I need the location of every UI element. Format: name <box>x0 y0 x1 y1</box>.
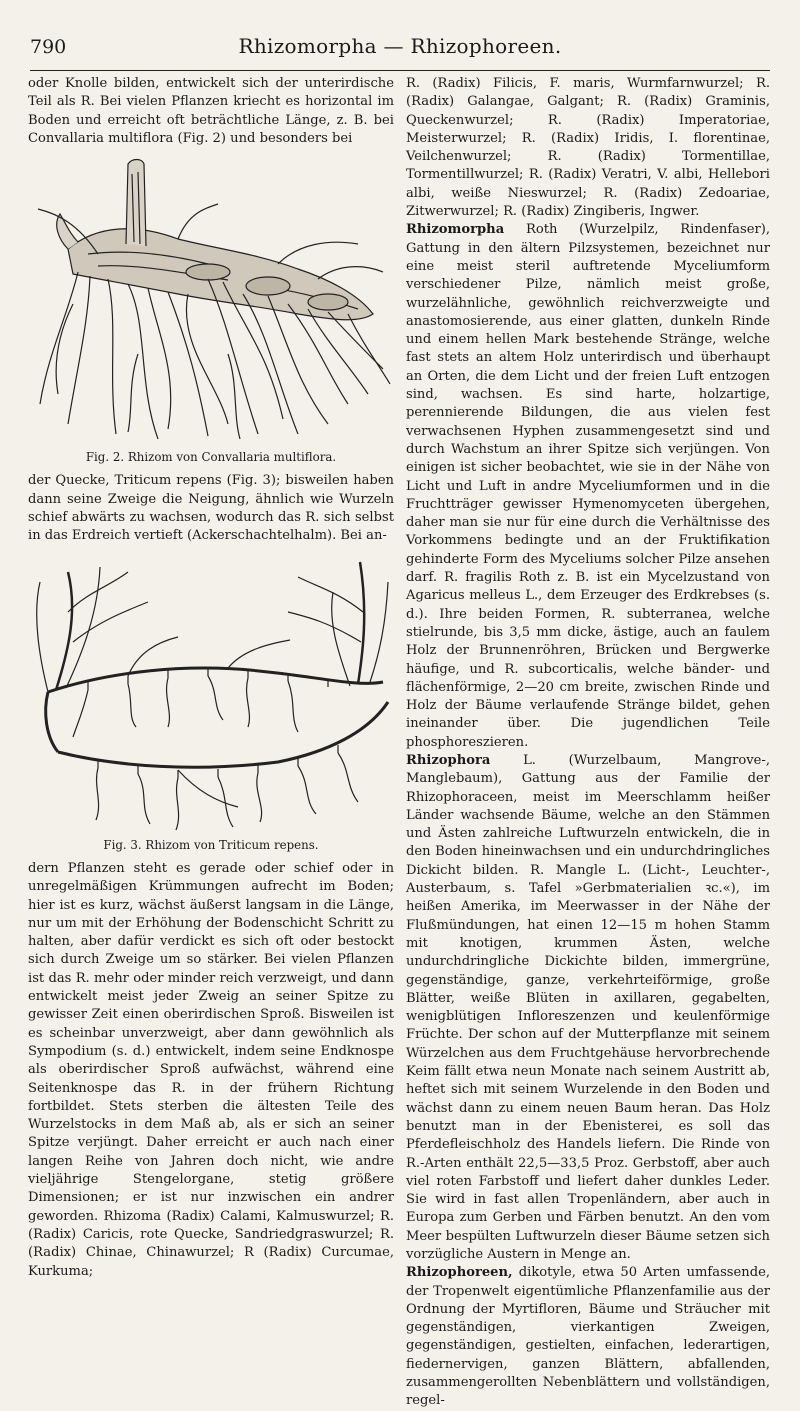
left-column <box>28 75 394 1281</box>
header-rule <box>30 70 770 71</box>
headword-rhizophora: Rhizophora <box>406 752 491 768</box>
entry-rhizophoreen-text: dikotyle, etwa 50 Arten umfassende, der Tropenwelt eigentümliche Pflanzenfamilie aus der Ordnung der Myrtifloren, Bäume und Sträucher mit gegenständigen, vierkantigen Zweigen, gegenständigen, gestielten, einfachen, lederartigen, fiedernervigen, ganzen Blättern, abfallenden, zusammengerollten Nebenblättern und vollständigen, regel- <box>406 1265 770 1409</box>
right-column <box>406 75 770 1411</box>
headword-rhizomorpha: Rhizomorpha <box>406 222 505 238</box>
left-paragraph-2: der Quecke, Triticum repens (Fig. 3); bisweilen haben dann seine Zweige die Neigung, ähnlich wie Wurzeln schief abwärts zu wachsen, wodurch das R. sich selbst in das Erdreich vertieft (Ackerschachtelhalm). Bei an- <box>28 473 394 544</box>
figure-3 <box>28 552 394 854</box>
figure-3-caption: Fig. 3. Rhizom von Triticum repens. <box>103 837 319 852</box>
entry-rhizomorpha-text: Roth (Wurzelpilz, Rindenfaser), Gattung in den ältern Pilzsystemen, bezeichnet nur eine meist steril auftretende Myceliumform verschiedener Pilze, nämlich meist große, wurzelähnliche, gewöhnlich reichverzweigte und anastomosierende, aus einer glatten, dunkeln Rinde und einem hellen Mark bestehende Stränge, welche fast stets an altem Holz unterirdisch und überhaupt an Orten, die dem Licht und der freien Luft entzogen sind, wachsen. Es sind harte, holzartige, perennierende Bildungen, die aus vielen fest verwachsenen Hyphen zusammengesetzt sind und durch Wachstum an ihrer Spitze sich verjüngen. Von einigen ist sicher beobachtet, wie sie in der Nähe von Licht und Luft in andre Myceliumformen und in die Fruchtträger gewisser Hymenomyceten übergehen, daher man sie nur für eine durch die Verhältnisse des Vorkommens bedingte und an der Fruktifikation gehinderte Form des Myceliums solcher Pilze ansehen darf. R. fragilis Roth z. B. ist ein Mycelzustand von Agaricus melleus L., dem Erzeuger des Erdkrebses (s. d.). Ihre beiden Formen, R. subterranea, welche stielrunde, bis 3,5 mm dicke, ästige, auch an faulem Holz der Brunnenröhren, Brücken und Bergwerke häufige, und R. subcorticalis, welche bänder- und flächenförmige, 2—20 cm breite, zwischen Rinde und Holz der Bäume verlaufende Stränge bildet, gehen ineinander über. Die jugendlichen Teile phosphoreszieren. <box>406 222 770 750</box>
figure-2 <box>28 154 394 466</box>
left-paragraph-1: oder Knolle bilden, entwickelt sich der unterirdische Teil als R. Bei vielen Pflanzen kriecht es horizontal im Boden und erreicht oft beträchtliche Länge, z. B. bei Convallaria multiflora (Fig. 2) und besonders bei <box>28 76 394 146</box>
entry-rhizophoreen <box>406 1264 770 1410</box>
figure-2-illustration <box>28 154 394 446</box>
headword-rhizophoreen: Rhizophoreen, <box>406 1265 513 1281</box>
right-paragraph-1: R. (Radix) Filicis, F. maris, Wurmfarnwurzel; R. (Radix) Galangae, Galgant; R. (Radix) Graminis, Queckenwurzel; R. (Radix) Imperatoriae, Meisterwurzel; R. (Radix) Iridis, I. florentinae, Veilchenwurzel; R. (Radix) Tormentillae, Tormentillwurzel; R. (Radix) Veratri, V. albi, Hellebori albi, weiße Nieswurzel; R. (Radix) Zedoariae, Zitwerwurzel; R. (Radix) Zingiberis, Ingwer. <box>406 76 770 220</box>
page-number: 790 <box>30 36 67 58</box>
left-paragraph-3: dern Pflanzen steht es gerade oder schief oder in unregelmäßigen Krümmungen aufrecht im Boden; hier ist es kurz, wächst äußerst langsam in die Länge, nur um mit der Erhöhung der Bodenschicht Schritt zu halten, aber dafür verdickt es sich oft oder bestockt sich durch Zweige um so stärker. Bei vielen Pflanzen ist das R. mehr oder minder reich verzweigt, und dann entwickelt meist jeder Zweig an seiner Spitze zu gewisser Zeit einen oberirdischen Sproß. Bisweilen ist es scheinbar unverzweigt, aber dann gewöhnlich als Sympodium (s. d.) entwickelt, indem seine Endknospe als oberirdischer Sproß aufwächst, während eine Seitenknospe das R. in der frühern Richtung fortbildet. Stets sterben die ältesten Teile des Wurzelstocks in dem Maß ab, als er sich an seiner Spitze verjüngt. Daher erreicht er auch nach einer langen Reihe von Jahren doch nicht, wie andre vieljährige Stengelorgane, stetig größere Dimensionen; er ist nur inzwischen ein andrer geworden. Rhizoma (Radix) Calami, Kalmuswurzel; R. (Radix) Caricis, rote Quecke, Sandriedgraswurzel; R. (Radix) Chinae, Chinawurzel; R (Radix) Curcumae, Kurkuma; <box>28 860 394 1279</box>
figure-3-illustration <box>28 552 394 834</box>
entry-rhizophora <box>406 752 770 1264</box>
running-title: Rhizomorpha — Rhizophoreen. <box>238 34 562 58</box>
entry-rhizomorpha <box>406 221 770 752</box>
page-header <box>30 32 770 66</box>
entry-rhizophora-text: L. (Wurzelbaum, Mangrove-, Manglebaum), Gattung aus der Familie der Rhizophoraceen, meist im Meerschlamm heißer Länder wachsende Bäume, welche an den Stämmen und Ästen zahlreiche Luftwurzeln entwickeln, die in den Boden hineinwachsen und ein undurchdringliches Dickicht bilden. R. Mangle L. (Licht-, Leuchter-, Austerbaum, s. Tafel »Gerbmaterialien ꝛc.«), im heißen Amerika, im Meerwasser in der Nähe der Flußmündungen, hat einen 12—15 m hohen Stamm mit knotigen, krummen Ästen, welche undurchdringliche Dickichte bilden, immergrüne, gegenständige, ganze, verkehrteiförmige, große Blätter, weiße Blüten in axillaren, gegabelten, wenigblütigen Infloreszenzen und keulenförmige Früchte. Der schon auf der Mutterpflanze mit seinem Würzelchen aus dem Fruchtgehäuse hervorbrechende Keim fällt etwa neun Monate nach seinem Austritt ab, heftet sich mit seinem Wurzelende in den Boden und wächst dann zu einem neuen Baum heran. Das Holz benutzt man in der Ebenisterei, es soll das Pferdefleischholz des Handels liefern. Die Rinde von R.-Arten enthält 22,5—33,5 Proz. Gerbstoff, aber auch viel roten Farbstoff und liefert daher dunkles Leder. Sie wird in fast allen Tropenländern, aber auch in Europa zum Gerben und Färben benutzt. An den vom Meer bespülten Luftwurzeln dieser Bäume setzen sich vorzügliche Austern in Menge an. <box>406 752 770 1262</box>
figure-2-caption: Fig. 2. Rhizom von Convallaria multiflora. <box>85 450 337 465</box>
